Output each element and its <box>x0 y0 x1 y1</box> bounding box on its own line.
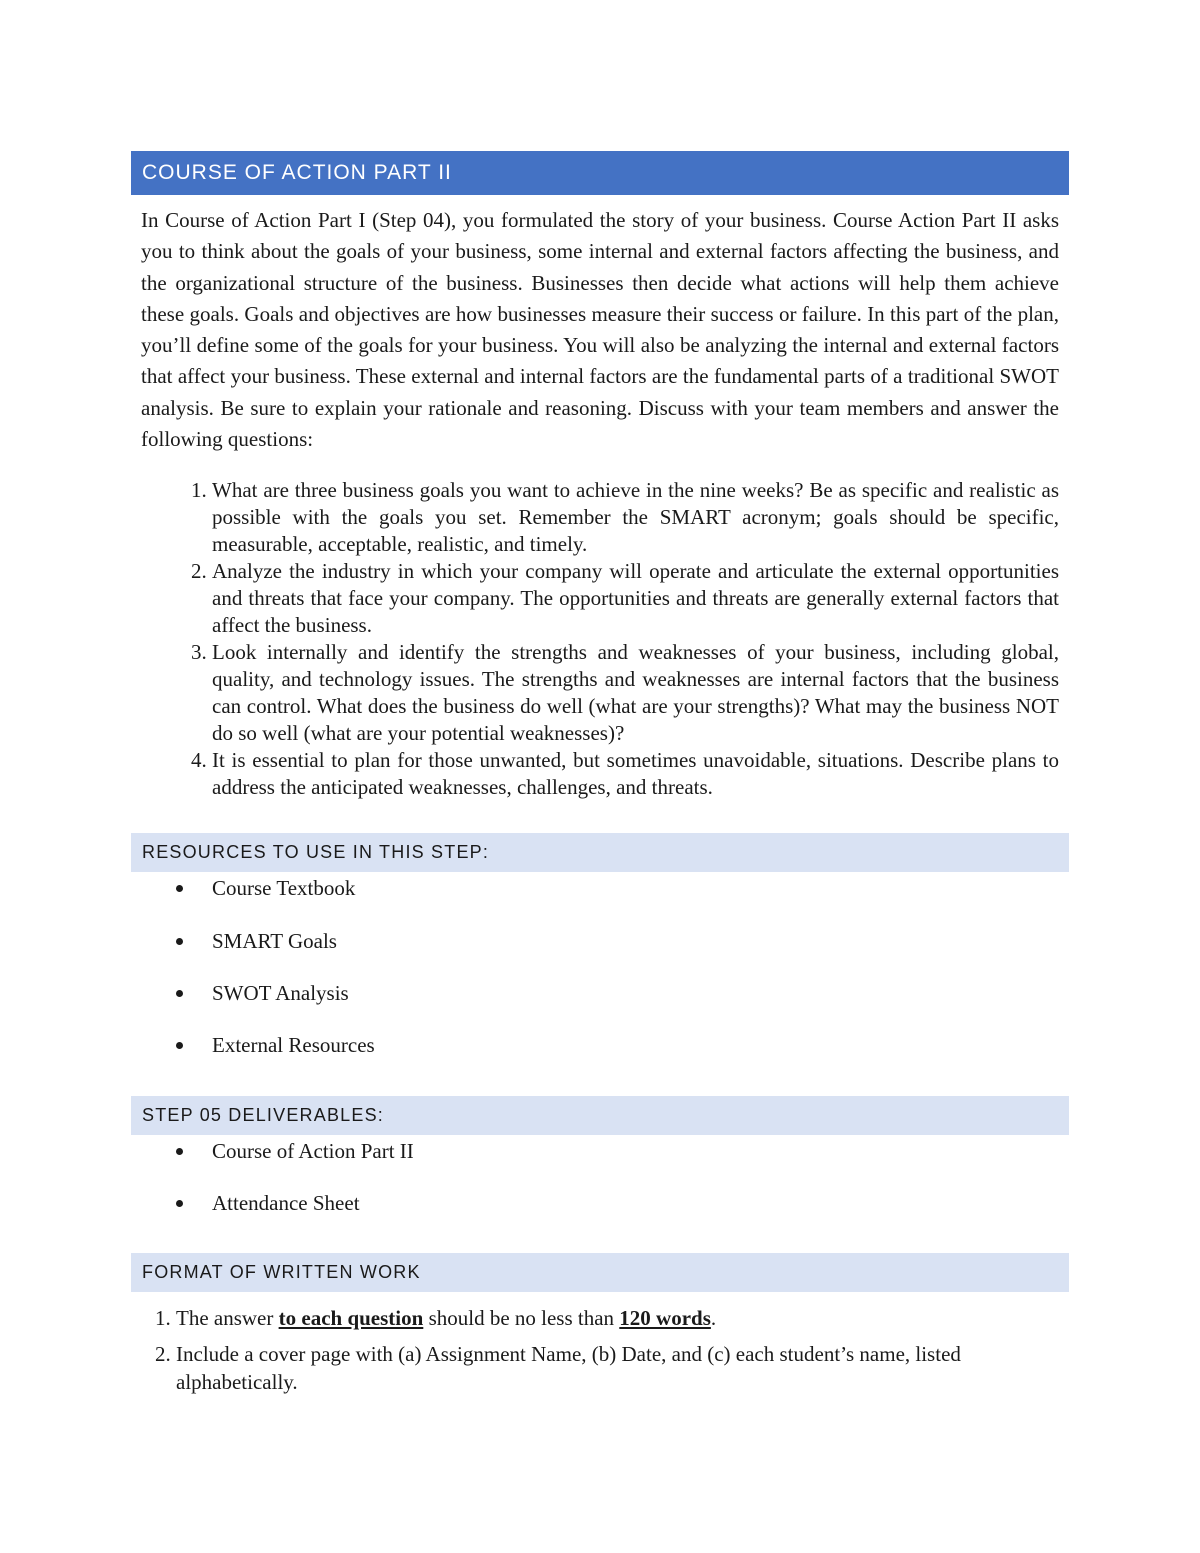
intro-paragraph: In Course of Action Part I (Step 04), you formulated the story of your business. Course Action Part II asks you to think about the goals of your business, some internal and external factors affecting the business, and the organizational structure of the business. Businesses then decide what actions will help them achieve these goals. Goals and objectives are how businesses measure their success or failure. In this part of the plan, you’ll define some of the goals for your business. You will also be analyzing the internal and external factors that affect your business. These external and internal factors are the fundamental parts of a traditional SWOT analysis. Be sure to explain your rationale and reasoning. Discuss with your team members and answer the following questions: <box>141 208 1059 452</box>
question-item: 4. It is essential to plan for those unwanted, but sometimes unavoidable, situations. Describe plans to address the anticipated weaknesses, challenges, and threats. <box>212 747 1059 801</box>
format-item: 2. Include a cover page with (a) Assignment Name, (b) Date, and (c) each student’s name, listed alphabetically. <box>176 1340 1059 1396</box>
format-emphasis: 120 words <box>619 1306 711 1331</box>
format-text: should be no less than <box>423 1306 620 1331</box>
format-list <box>131 1304 1059 1396</box>
section-heading-course-of-action: COURSE OF ACTION PART II <box>131 151 1069 195</box>
bullet-icon <box>176 990 183 997</box>
list-item <box>131 925 1069 977</box>
bullet-icon <box>176 1200 183 1207</box>
format-text: The answer <box>176 1306 279 1331</box>
format-text: . <box>710 1306 717 1331</box>
section-heading-deliverables: STEP 05 DELIVERABLES: <box>131 1096 1069 1135</box>
list-item <box>131 1187 1069 1239</box>
list-item <box>131 977 1069 1029</box>
deliverables-list <box>131 1135 1069 1240</box>
document-content <box>131 151 1069 1404</box>
bullet-icon <box>176 1042 183 1049</box>
bullet-icon <box>176 1148 183 1155</box>
bullet-icon <box>176 885 183 892</box>
section-heading-format: FORMAT OF WRITTEN WORK <box>131 1253 1069 1292</box>
list-item <box>131 1029 1069 1081</box>
list-item <box>131 872 1069 924</box>
question-item: 2. Analyze the industry in which your company will operate and articulate the external opportunities and threats that face your company. The opportunities and threats are generally external factors that affect the business. <box>212 558 1059 639</box>
format-emphasis: to each question <box>278 1306 424 1331</box>
list-item-label: SMART Goals <box>212 928 337 953</box>
resources-list <box>131 872 1069 1081</box>
question-item: 3. Look internally and identify the strengths and weaknesses of your business, including global, quality, and technology issues. The strengths and weaknesses are internal factors that the business can control. What does the business do well (what are your strengths)? What may the business NOT do so well (what are your potential weaknesses)? <box>212 639 1059 747</box>
questions-list <box>131 477 1059 801</box>
list-item <box>131 1135 1069 1187</box>
bullet-icon <box>176 938 183 945</box>
format-item <box>176 1304 1059 1332</box>
list-item-label: Course of Action Part II <box>212 1138 414 1163</box>
list-item-label: External Resources <box>212 1033 375 1058</box>
list-item-label: SWOT Analysis <box>212 980 349 1005</box>
list-item-label: Course Textbook <box>212 876 356 901</box>
list-item-label: Attendance Sheet <box>212 1190 360 1215</box>
section-heading-resources: RESOURCES TO USE IN THIS STEP: <box>131 833 1069 872</box>
question-item: 1. What are three business goals you want to achieve in the nine weeks? Be as specific and realistic as possible with the goals you set. Remember the SMART acronym; goals should be specific, measurable, acceptable, realistic, and timely. <box>212 477 1059 558</box>
